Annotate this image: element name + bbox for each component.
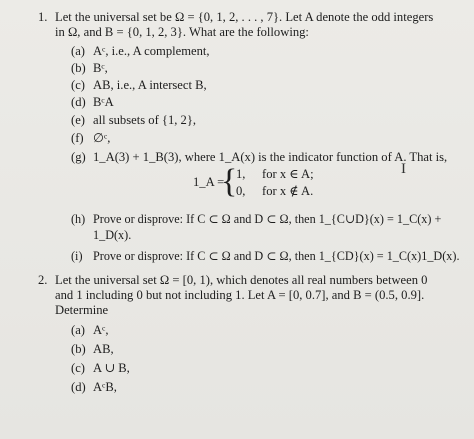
- problem-2-number: 2.: [38, 273, 48, 287]
- item-1f-text: ∅ᶜ,: [93, 131, 111, 145]
- item-2c-label: (c): [71, 361, 85, 375]
- item-2d-text: AᶜB,: [93, 380, 117, 394]
- indicator-case1-value: 1,: [236, 167, 246, 181]
- item-1f-label: (f): [71, 131, 84, 145]
- item-1a-text: Aᶜ, i.e., A complement,: [93, 44, 210, 58]
- item-2a-label: (a): [71, 323, 85, 337]
- problem-1-intro-line2: in Ω, and B = {0, 1, 2, 3}. What are the following:: [55, 25, 309, 39]
- item-2b-text: AB,: [93, 342, 114, 356]
- problem-2-intro-line2: and 1 including 0 but not including 1. Let A = [0, 0.7], and B = (0.5, 0.9].: [55, 288, 425, 302]
- cases-brace: {: [221, 163, 238, 200]
- problem-1-intro-line1: Let the universal set be Ω = {0, 1, 2, . . . , 7}. Let A denote the odd integers: [55, 10, 434, 24]
- item-1h-text-line2: 1_D(x).: [93, 228, 132, 242]
- item-2b-label: (b): [71, 342, 86, 356]
- item-2c-text: A ∪ B,: [93, 361, 130, 375]
- item-1c-text: AB, i.e., A intersect B,: [93, 78, 207, 92]
- problem-2-intro-line3: Determine: [55, 303, 109, 317]
- item-1h-label: (h): [71, 212, 86, 226]
- item-1g-label: (g): [71, 150, 86, 164]
- item-1d-label: (d): [71, 95, 86, 109]
- item-1d-text: BᶜA: [93, 95, 114, 109]
- indicator-case1-condition: for x ∈ A;: [262, 167, 314, 181]
- item-1e-text: all subsets of {1, 2},: [93, 113, 197, 127]
- item-1e-label: (e): [71, 113, 85, 127]
- indicator-case2-value: 0,: [236, 184, 246, 198]
- indicator-lhs: 1_A =: [193, 175, 225, 189]
- item-1a-label: (a): [71, 44, 85, 58]
- text-cursor-icon: I: [401, 161, 406, 177]
- problem-1-number: 1.: [38, 10, 48, 24]
- item-1b-text: Bᶜ,: [93, 61, 108, 75]
- item-2d-label: (d): [71, 380, 86, 394]
- item-1b-label: (b): [71, 61, 86, 75]
- indicator-case2-condition: for x ∉ A.: [262, 184, 314, 198]
- item-1h-text-line1: Prove or disprove: If C ⊂ Ω and D ⊂ Ω, then 1_{C∪D}(x) = 1_C(x) +: [93, 212, 442, 226]
- item-1c-label: (c): [71, 78, 85, 92]
- item-1i-label: (i): [71, 249, 83, 263]
- item-1i-text: Prove or disprove: If C ⊂ Ω and D ⊂ Ω, then 1_{CD}(x) = 1_C(x)1_D(x).: [93, 249, 460, 263]
- problem-2-intro-line1: Let the universal set Ω = [0, 1), which denotes all real numbers between 0: [55, 273, 428, 287]
- item-2a-text: Aᶜ,: [93, 323, 109, 337]
- item-1g-text: 1_A(3) + 1_B(3), where 1_A(x) is the indicator function of A. That is,: [93, 150, 448, 164]
